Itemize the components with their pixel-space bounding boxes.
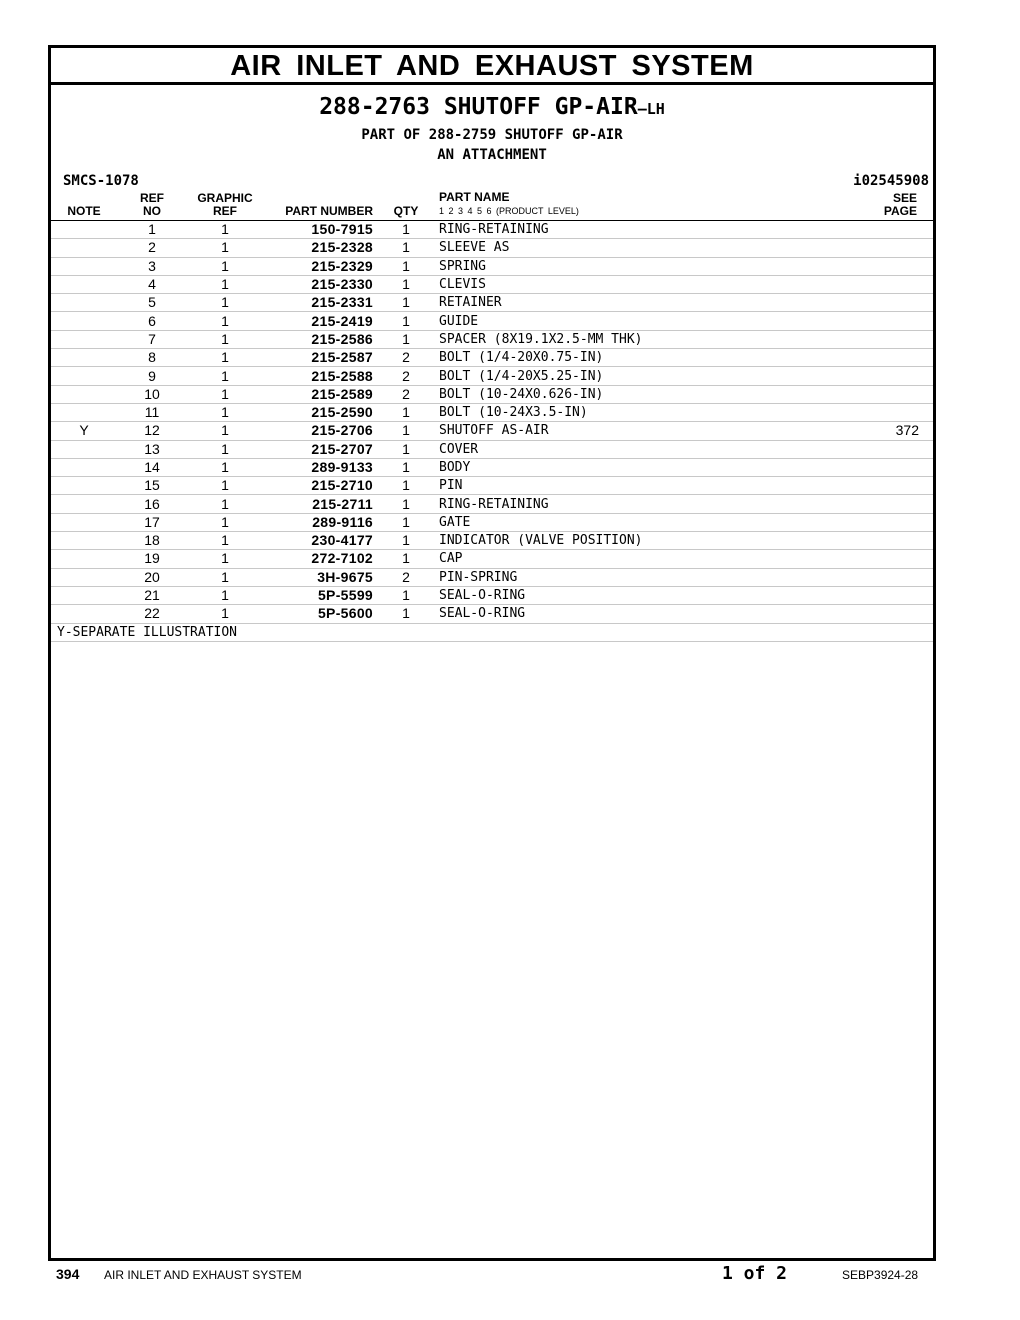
qty-cell: 1 bbox=[381, 330, 431, 348]
table-row bbox=[51, 568, 933, 586]
part-number-cell: 215-2328 bbox=[263, 239, 381, 257]
part-name-cell: GATE bbox=[431, 513, 875, 531]
parts-table bbox=[51, 191, 933, 642]
graphic-ref-cell: 1 bbox=[187, 221, 263, 239]
part-name-cell: BODY bbox=[431, 458, 875, 476]
part-name-cell: INDICATOR (VALVE POSITION) bbox=[431, 532, 875, 550]
col-part-name: PART NAME 1 2 3 4 5 6 (PRODUCT LEVEL) bbox=[431, 191, 875, 221]
part-number-cell: 215-2330 bbox=[263, 275, 381, 293]
part-number-cell: 215-2588 bbox=[263, 367, 381, 385]
note-cell: Y bbox=[51, 422, 117, 440]
qty-cell: 1 bbox=[381, 275, 431, 293]
graphic-ref-cell: 1 bbox=[187, 385, 263, 403]
page-frame bbox=[48, 45, 936, 1261]
part-name-cell: SEAL-O-RING bbox=[431, 605, 875, 623]
part-name-cell: COVER bbox=[431, 440, 875, 458]
ref-no-cell: 10 bbox=[117, 385, 187, 403]
graphic-ref-cell: 1 bbox=[187, 257, 263, 275]
col-see-page: SEE PAGE bbox=[875, 191, 933, 221]
document-id: SEBP3924-28 bbox=[842, 1268, 919, 1282]
qty-cell: 2 bbox=[381, 385, 431, 403]
ref-no-cell: 4 bbox=[117, 275, 187, 293]
note-cell bbox=[51, 458, 117, 476]
part-of-line: PART OF 288-2759 SHUTOFF GP-AIR bbox=[361, 127, 623, 143]
group-title bbox=[51, 93, 933, 123]
qty-cell: 1 bbox=[381, 294, 431, 312]
graphic-ref-cell: 1 bbox=[187, 513, 263, 531]
ref-no-cell: 16 bbox=[117, 495, 187, 513]
ref-no-cell: 15 bbox=[117, 477, 187, 495]
note-cell bbox=[51, 330, 117, 348]
part-number-cell: 3H-9675 bbox=[263, 568, 381, 586]
part-number-cell: 5P-5600 bbox=[263, 605, 381, 623]
see-page-cell bbox=[875, 586, 933, 604]
note-cell bbox=[51, 440, 117, 458]
ref-no-cell: 1 bbox=[117, 221, 187, 239]
see-page-cell bbox=[875, 458, 933, 476]
see-page-cell bbox=[875, 605, 933, 623]
part-name-cell: RING-RETAINING bbox=[431, 495, 875, 513]
ref-no-cell: 5 bbox=[117, 294, 187, 312]
ref-no-cell: 7 bbox=[117, 330, 187, 348]
graphic-ref-cell: 1 bbox=[187, 275, 263, 293]
col-ref-no: REF NO bbox=[117, 191, 187, 221]
table-row bbox=[51, 513, 933, 531]
see-page-cell bbox=[875, 349, 933, 367]
footnote: Y-SEPARATE ILLUSTRATION bbox=[51, 623, 933, 641]
note-cell bbox=[51, 550, 117, 568]
part-number-cell: 215-2419 bbox=[263, 312, 381, 330]
part-name-cell: PIN bbox=[431, 477, 875, 495]
note-cell bbox=[51, 568, 117, 586]
graphic-ref-cell: 1 bbox=[187, 568, 263, 586]
qty-cell: 1 bbox=[381, 257, 431, 275]
ref-no-cell: 8 bbox=[117, 349, 187, 367]
see-page-cell bbox=[875, 330, 933, 348]
graphic-ref-cell: 1 bbox=[187, 586, 263, 604]
ref-no-cell: 9 bbox=[117, 367, 187, 385]
part-name-cell: BOLT (1/4-20X5.25-IN) bbox=[431, 367, 875, 385]
note-cell bbox=[51, 385, 117, 403]
graphic-ref-cell: 1 bbox=[187, 367, 263, 385]
table-row bbox=[51, 403, 933, 421]
ref-no-cell: 18 bbox=[117, 532, 187, 550]
part-name-cell: GUIDE bbox=[431, 312, 875, 330]
note-cell bbox=[51, 349, 117, 367]
table-row bbox=[51, 532, 933, 550]
graphic-ref-cell: 1 bbox=[187, 532, 263, 550]
table-row bbox=[51, 257, 933, 275]
see-page-cell bbox=[875, 403, 933, 421]
see-page-cell bbox=[875, 312, 933, 330]
note-cell bbox=[51, 312, 117, 330]
footnote-row bbox=[51, 623, 933, 641]
qty-cell: 1 bbox=[381, 239, 431, 257]
part-number-cell: 5P-5599 bbox=[263, 586, 381, 604]
part-name-cell: SEAL-O-RING bbox=[431, 586, 875, 604]
qty-cell: 1 bbox=[381, 440, 431, 458]
ref-no-cell: 6 bbox=[117, 312, 187, 330]
parts-table-body bbox=[51, 221, 933, 642]
qty-cell: 2 bbox=[381, 568, 431, 586]
ref-no-cell: 17 bbox=[117, 513, 187, 531]
sheet-indicator: 1 of 2 bbox=[722, 1263, 788, 1284]
ref-no-cell: 22 bbox=[117, 605, 187, 623]
table-row bbox=[51, 294, 933, 312]
graphic-ref-cell: 1 bbox=[187, 440, 263, 458]
qty-cell: 1 bbox=[381, 422, 431, 440]
note-cell bbox=[51, 403, 117, 421]
ref-no-cell: 11 bbox=[117, 403, 187, 421]
col-note: NOTE bbox=[51, 191, 117, 221]
ref-no-cell: 12 bbox=[117, 422, 187, 440]
graphic-ref-cell: 1 bbox=[187, 550, 263, 568]
qty-cell: 1 bbox=[381, 495, 431, 513]
graphic-ref-cell: 1 bbox=[187, 422, 263, 440]
graphic-ref-cell: 1 bbox=[187, 605, 263, 623]
table-row bbox=[51, 422, 933, 440]
ref-no-cell: 21 bbox=[117, 586, 187, 604]
group-number: 288-2763 bbox=[319, 94, 430, 120]
ref-no-cell: 20 bbox=[117, 568, 187, 586]
see-page-cell bbox=[875, 532, 933, 550]
part-name-cell: PIN-SPRING bbox=[431, 568, 875, 586]
note-cell bbox=[51, 605, 117, 623]
note-cell bbox=[51, 477, 117, 495]
part-name-cell: RING-RETAINING bbox=[431, 221, 875, 239]
part-name-cell: BOLT (10-24X0.626-IN) bbox=[431, 385, 875, 403]
col-part-number: PART NUMBER bbox=[263, 191, 381, 221]
table-row bbox=[51, 586, 933, 604]
table-row bbox=[51, 385, 933, 403]
col-graphic-ref: GRAPHIC REF bbox=[187, 191, 263, 221]
part-name-cell: BOLT (10-24X3.5-IN) bbox=[431, 403, 875, 421]
graphic-ref-cell: 1 bbox=[187, 349, 263, 367]
table-row bbox=[51, 458, 933, 476]
qty-cell: 1 bbox=[381, 477, 431, 495]
attachment-line: AN ATTACHMENT bbox=[437, 147, 547, 163]
part-name-cell: CLEVIS bbox=[431, 275, 875, 293]
table-row bbox=[51, 239, 933, 257]
note-cell bbox=[51, 513, 117, 531]
part-number-cell: 215-2587 bbox=[263, 349, 381, 367]
see-page-cell bbox=[875, 550, 933, 568]
qty-cell: 2 bbox=[381, 367, 431, 385]
qty-cell: 1 bbox=[381, 605, 431, 623]
part-number-cell: 272-7102 bbox=[263, 550, 381, 568]
qty-cell: 1 bbox=[381, 221, 431, 239]
see-page-cell bbox=[875, 440, 933, 458]
group-suffix: —LH bbox=[637, 100, 665, 118]
smcs-code: SMCS-1078 bbox=[63, 173, 139, 189]
qty-cell: 1 bbox=[381, 458, 431, 476]
part-name-cell: RETAINER bbox=[431, 294, 875, 312]
part-name-cell: CAP bbox=[431, 550, 875, 568]
qty-cell: 1 bbox=[381, 403, 431, 421]
part-number-cell: 215-2706 bbox=[263, 422, 381, 440]
table-row bbox=[51, 550, 933, 568]
page-number: 394 bbox=[56, 1266, 80, 1282]
qty-cell: 1 bbox=[381, 312, 431, 330]
note-cell bbox=[51, 275, 117, 293]
see-page-cell bbox=[875, 385, 933, 403]
part-name-cell: SPRING bbox=[431, 257, 875, 275]
part-number-cell: 230-4177 bbox=[263, 532, 381, 550]
part-name-cell: SPACER (8X19.1X2.5-MM THK) bbox=[431, 330, 875, 348]
part-number-cell: 289-9133 bbox=[263, 458, 381, 476]
section-title: AIR INLET AND EXHAUST SYSTEM bbox=[51, 48, 933, 85]
note-cell bbox=[51, 586, 117, 604]
note-cell bbox=[51, 257, 117, 275]
table-header-row bbox=[51, 191, 933, 221]
ref-no-cell: 3 bbox=[117, 257, 187, 275]
graphic-ref-cell: 1 bbox=[187, 458, 263, 476]
part-number-cell: 215-2707 bbox=[263, 440, 381, 458]
table-row bbox=[51, 330, 933, 348]
qty-cell: 1 bbox=[381, 586, 431, 604]
part-number-cell: 215-2586 bbox=[263, 330, 381, 348]
code-line bbox=[51, 171, 933, 191]
table-row bbox=[51, 312, 933, 330]
table-row bbox=[51, 605, 933, 623]
table-row bbox=[51, 495, 933, 513]
qty-cell: 1 bbox=[381, 550, 431, 568]
note-cell bbox=[51, 239, 117, 257]
see-page-cell: 372 bbox=[875, 422, 933, 440]
see-page-cell bbox=[875, 275, 933, 293]
see-page-cell bbox=[875, 239, 933, 257]
table-row bbox=[51, 477, 933, 495]
part-number-cell: 289-9116 bbox=[263, 513, 381, 531]
table-row bbox=[51, 221, 933, 239]
note-cell bbox=[51, 294, 117, 312]
graphic-ref-cell: 1 bbox=[187, 239, 263, 257]
table-row bbox=[51, 440, 933, 458]
graphic-ref-cell: 1 bbox=[187, 495, 263, 513]
see-page-cell bbox=[875, 513, 933, 531]
part-name-cell: SLEEVE AS bbox=[431, 239, 875, 257]
note-cell bbox=[51, 532, 117, 550]
graphic-ref-cell: 1 bbox=[187, 312, 263, 330]
graphic-ref-cell: 1 bbox=[187, 330, 263, 348]
part-number-cell: 215-2331 bbox=[263, 294, 381, 312]
part-number-cell: 215-2711 bbox=[263, 495, 381, 513]
see-page-cell bbox=[875, 477, 933, 495]
see-page-cell bbox=[875, 294, 933, 312]
graphic-ref-cell: 1 bbox=[187, 403, 263, 421]
ref-no-cell: 19 bbox=[117, 550, 187, 568]
qty-cell: 2 bbox=[381, 349, 431, 367]
part-number-cell: 215-2329 bbox=[263, 257, 381, 275]
see-page-cell bbox=[875, 568, 933, 586]
table-row bbox=[51, 349, 933, 367]
graphic-ref-cell: 1 bbox=[187, 477, 263, 495]
ref-no-cell: 13 bbox=[117, 440, 187, 458]
see-page-cell bbox=[875, 257, 933, 275]
graphic-ref-cell: 1 bbox=[187, 294, 263, 312]
table-row bbox=[51, 275, 933, 293]
part-name-cell: BOLT (1/4-20X0.75-IN) bbox=[431, 349, 875, 367]
illustration-id: i02545908 bbox=[853, 173, 929, 189]
ref-no-cell: 14 bbox=[117, 458, 187, 476]
product-levels: 1 2 3 4 5 6 (PRODUCT LEVEL) bbox=[439, 206, 579, 216]
note-cell bbox=[51, 367, 117, 385]
ref-no-cell: 2 bbox=[117, 239, 187, 257]
part-number-cell: 215-2590 bbox=[263, 403, 381, 421]
see-page-cell bbox=[875, 367, 933, 385]
page-footer bbox=[0, 1263, 1020, 1286]
note-cell bbox=[51, 221, 117, 239]
part-name-cell: SHUTOFF AS-AIR bbox=[431, 422, 875, 440]
qty-cell: 1 bbox=[381, 532, 431, 550]
table-row bbox=[51, 367, 933, 385]
see-page-cell bbox=[875, 221, 933, 239]
footer-section: AIR INLET AND EXHAUST SYSTEM bbox=[104, 1268, 302, 1282]
part-number-cell: 150-7915 bbox=[263, 221, 381, 239]
col-qty: QTY bbox=[381, 191, 431, 221]
group-name: SHUTOFF GP-AIR bbox=[443, 94, 638, 120]
note-cell bbox=[51, 495, 117, 513]
see-page-cell bbox=[875, 495, 933, 513]
part-number-cell: 215-2710 bbox=[263, 477, 381, 495]
part-number-cell: 215-2589 bbox=[263, 385, 381, 403]
qty-cell: 1 bbox=[381, 513, 431, 531]
